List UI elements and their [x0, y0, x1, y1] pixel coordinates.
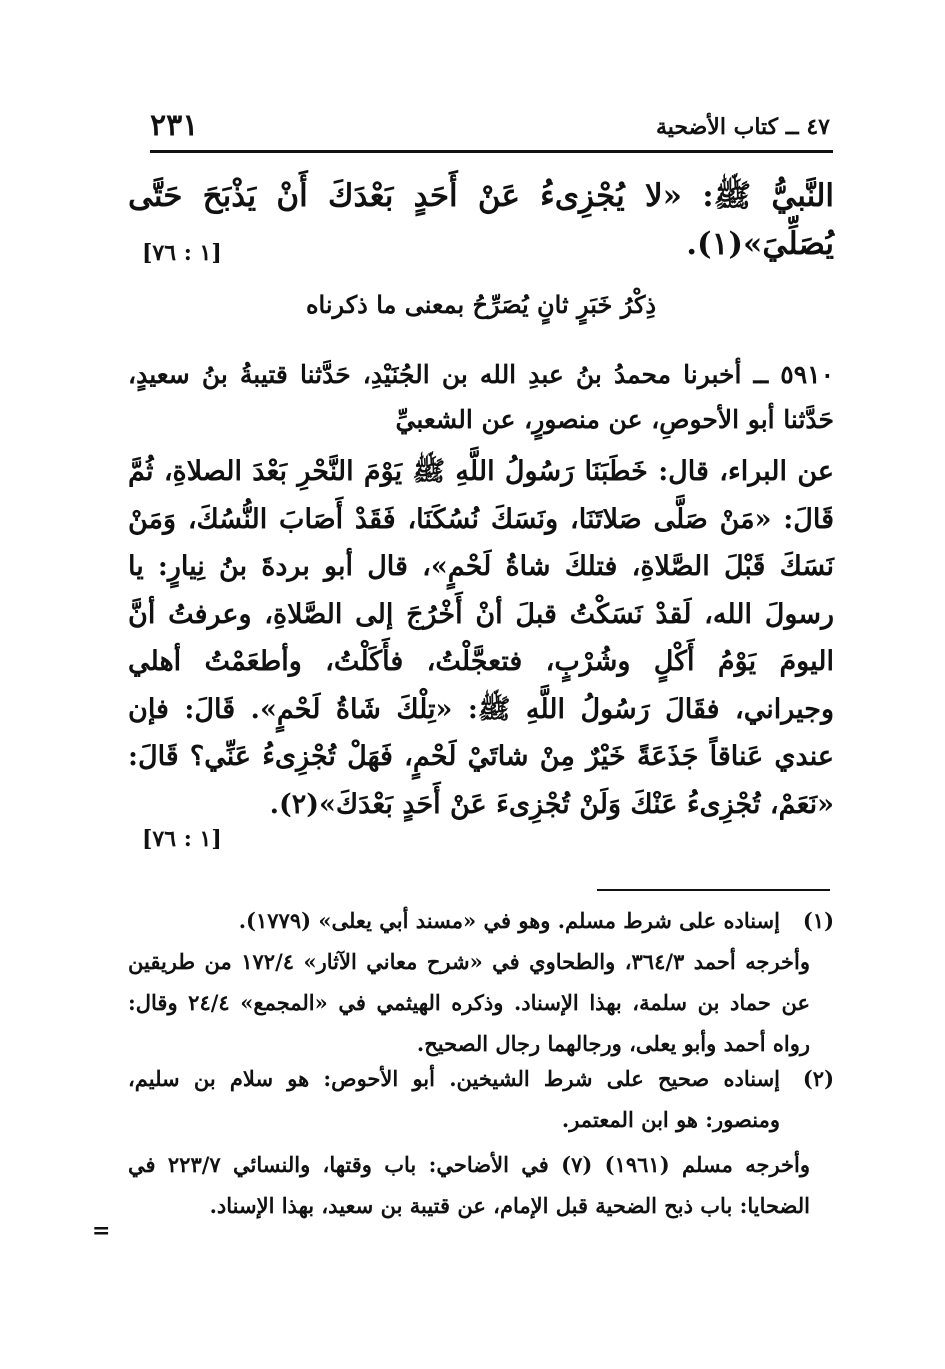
hadith-reference-2: [١ : ٧٦]: [142, 826, 222, 852]
page-number: ٢٣١: [150, 108, 199, 143]
footnote-paragraph: إسناده على شرط مسلم. وهو في «مسند أبي يعلى» (١٧٧٩).: [238, 908, 780, 933]
footnote-1: [128, 900, 834, 1064]
footnote-paragraph: إسناده صحيح على شرط الشيخين. أبو الأحوص: هو سلام بن سليم، ومنصور: هو ابن المعتمر.: [128, 1066, 780, 1132]
hadith-matn: عن البراء، قال: خَطَبَنَا رَسُولُ اللَّهِ ﷺ يَوْمَ النَّحْرِ بَعْدَ الصلاةِ، ثُمَّ قَالَ: «مَنْ صَلَّى صَلاتَنَا، ونَسَكَ نُسُكَنَا، فَقَدْ أَصَابَ النُّسُكَ، وَمَنْ نَسَكَ قَبْلَ الصَّلاةِ، فتلكَ شاةُ لَحْمٍ»، قال أبو بردةَ بنُ نِيارٍ: يا رسولَ الله، لَقدْ نَسَكْتُ قبلَ أنْ أَخْرُجَ إلى الصَّلاةِ، وعرفتُ أنَّ اليومَ يَوْمُ أَكْلٍ وشُرْبٍ، فتعجَّلْتُ، فأَكَلْتُ، وأطعَمْتُ أهلي وجيراني، فقَالَ رَسُولُ اللَّهِ ﷺ: «تِلْكَ شَاةُ لَحْمٍ». قَالَ: فإن عندي عَناقاً جَذَعَةً خَيْرٌ مِنْ شاتَيْ لَحْمٍ، فَهَلْ تُجْزِىءُ عَنِّي؟ قَالَ: «نَعَمْ، تُجْزِىءُ عَنْكَ وَلَنْ تُجْزِىءَ عَنْ أَحَدٍ بَعْدَكَ»(٢).: [128, 456, 834, 820]
footnote-rule: [597, 889, 830, 891]
header-rule: [150, 150, 833, 153]
footnote-number: (٢): [802, 1066, 834, 1091]
footnote-number: (١): [802, 908, 834, 933]
continuation-mark: =: [92, 1218, 111, 1244]
footnote-paragraph: وأخرجه مسلم (١٩٦١) (٧) في الأضاحي: باب وقتها، والنسائي ٢٢٣/٧ في الضحايا: باب ذبح الضحية قبل الإمام، عن قتيبة بن سعيد، بهذا الإسناد.: [128, 1152, 810, 1218]
section-heading: ذِكْرُ خَبَرٍ ثانٍ يُصَرِّحُ بمعنى ما ذكرناه: [305, 290, 657, 319]
hadith-reference-1: [١ : ٧٦]: [142, 240, 222, 266]
chapter-title: ٤٧ ــ كتاب الأضحية: [655, 114, 830, 140]
footnote-paragraph: وأخرجه أحمد ٣٦٤/٣، والطحاوي في «شرح معاني الآثار» ١٧٢/٤ من طريقين عن حماد بن سلمة، بهذا الإسناد. وذكره الهيثمي في «المجمع» ٢٤/٤ وقال: رواه أحمد وأبو يعلى، ورجالهما رجال الصحيح.: [128, 949, 810, 1056]
continued-hadith-end: النَّبيُّ ﷺ: «لا يُجْزِىءُ عَنْ أَحَدٍ بَعْدَكَ أَنْ يَذْبَحَ حَتَّى يُصَلِّيَ»(١).: [128, 178, 834, 262]
hadith-isnad: ٥٩١٠ ــ أخبرنا محمدُ بنُ عبدِ الله بن الجُنَيْدِ، حَدَّثنا قتيبةُ بنُ سعيدٍ، حَدَّثنا أبو الأحوصِ، عن منصورٍ، عن الشعبيِّ: [128, 360, 834, 434]
page-header: [150, 108, 830, 148]
footnote-2: [128, 1058, 834, 1226]
